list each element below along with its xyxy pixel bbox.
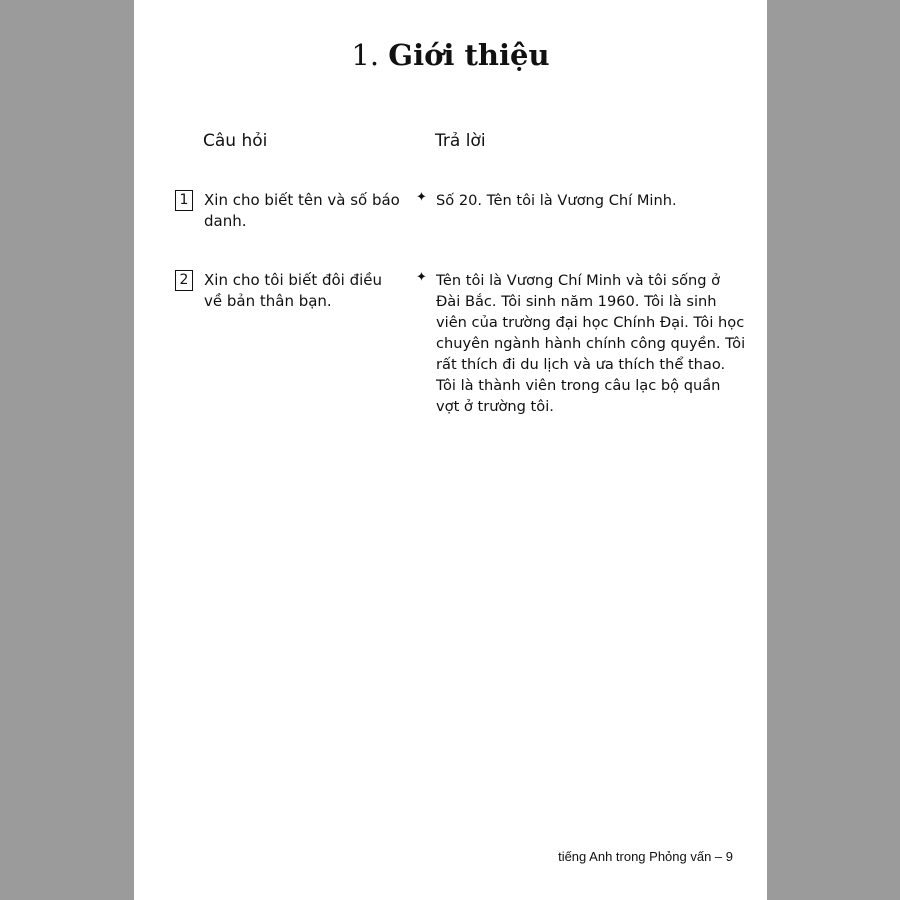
- page-title: [134, 38, 767, 72]
- answer-column-header: Trả lời: [435, 131, 486, 151]
- question-number-box: 1: [175, 190, 193, 211]
- answer-text: Tên tôi là Vương Chí Minh và tôi sống ở Đài Bắc. Tôi sinh năm 1960. Tôi là sinh viên của trường đại học Chính Đại. Tôi học chuyên ngành hành chính công quyền. Tôi rất thích đi du lịch và ưa thích thể thao. Tôi là thành viên trong câu lạc bộ quần vợt ở trường tôi.: [436, 272, 746, 415]
- four-point-star-icon: ✦: [416, 190, 427, 205]
- document-page: [134, 0, 767, 900]
- question-text: Xin cho tôi biết đôi điều về bản thân bạn.: [204, 271, 383, 310]
- page-footer: tiếng Anh trong Phỏng vấn – 9: [558, 849, 733, 864]
- question-column-header: Câu hỏi: [203, 131, 268, 151]
- title-text: Giới thiệu: [388, 38, 550, 72]
- answer-text: Số 20. Tên tôi là Vương Chí Minh.: [436, 192, 677, 209]
- title-number: 1.: [351, 38, 380, 72]
- four-point-star-icon: ✦: [416, 270, 427, 285]
- question-number-box: 2: [175, 270, 193, 291]
- question-text: Xin cho biết tên và số báo danh.: [204, 191, 400, 230]
